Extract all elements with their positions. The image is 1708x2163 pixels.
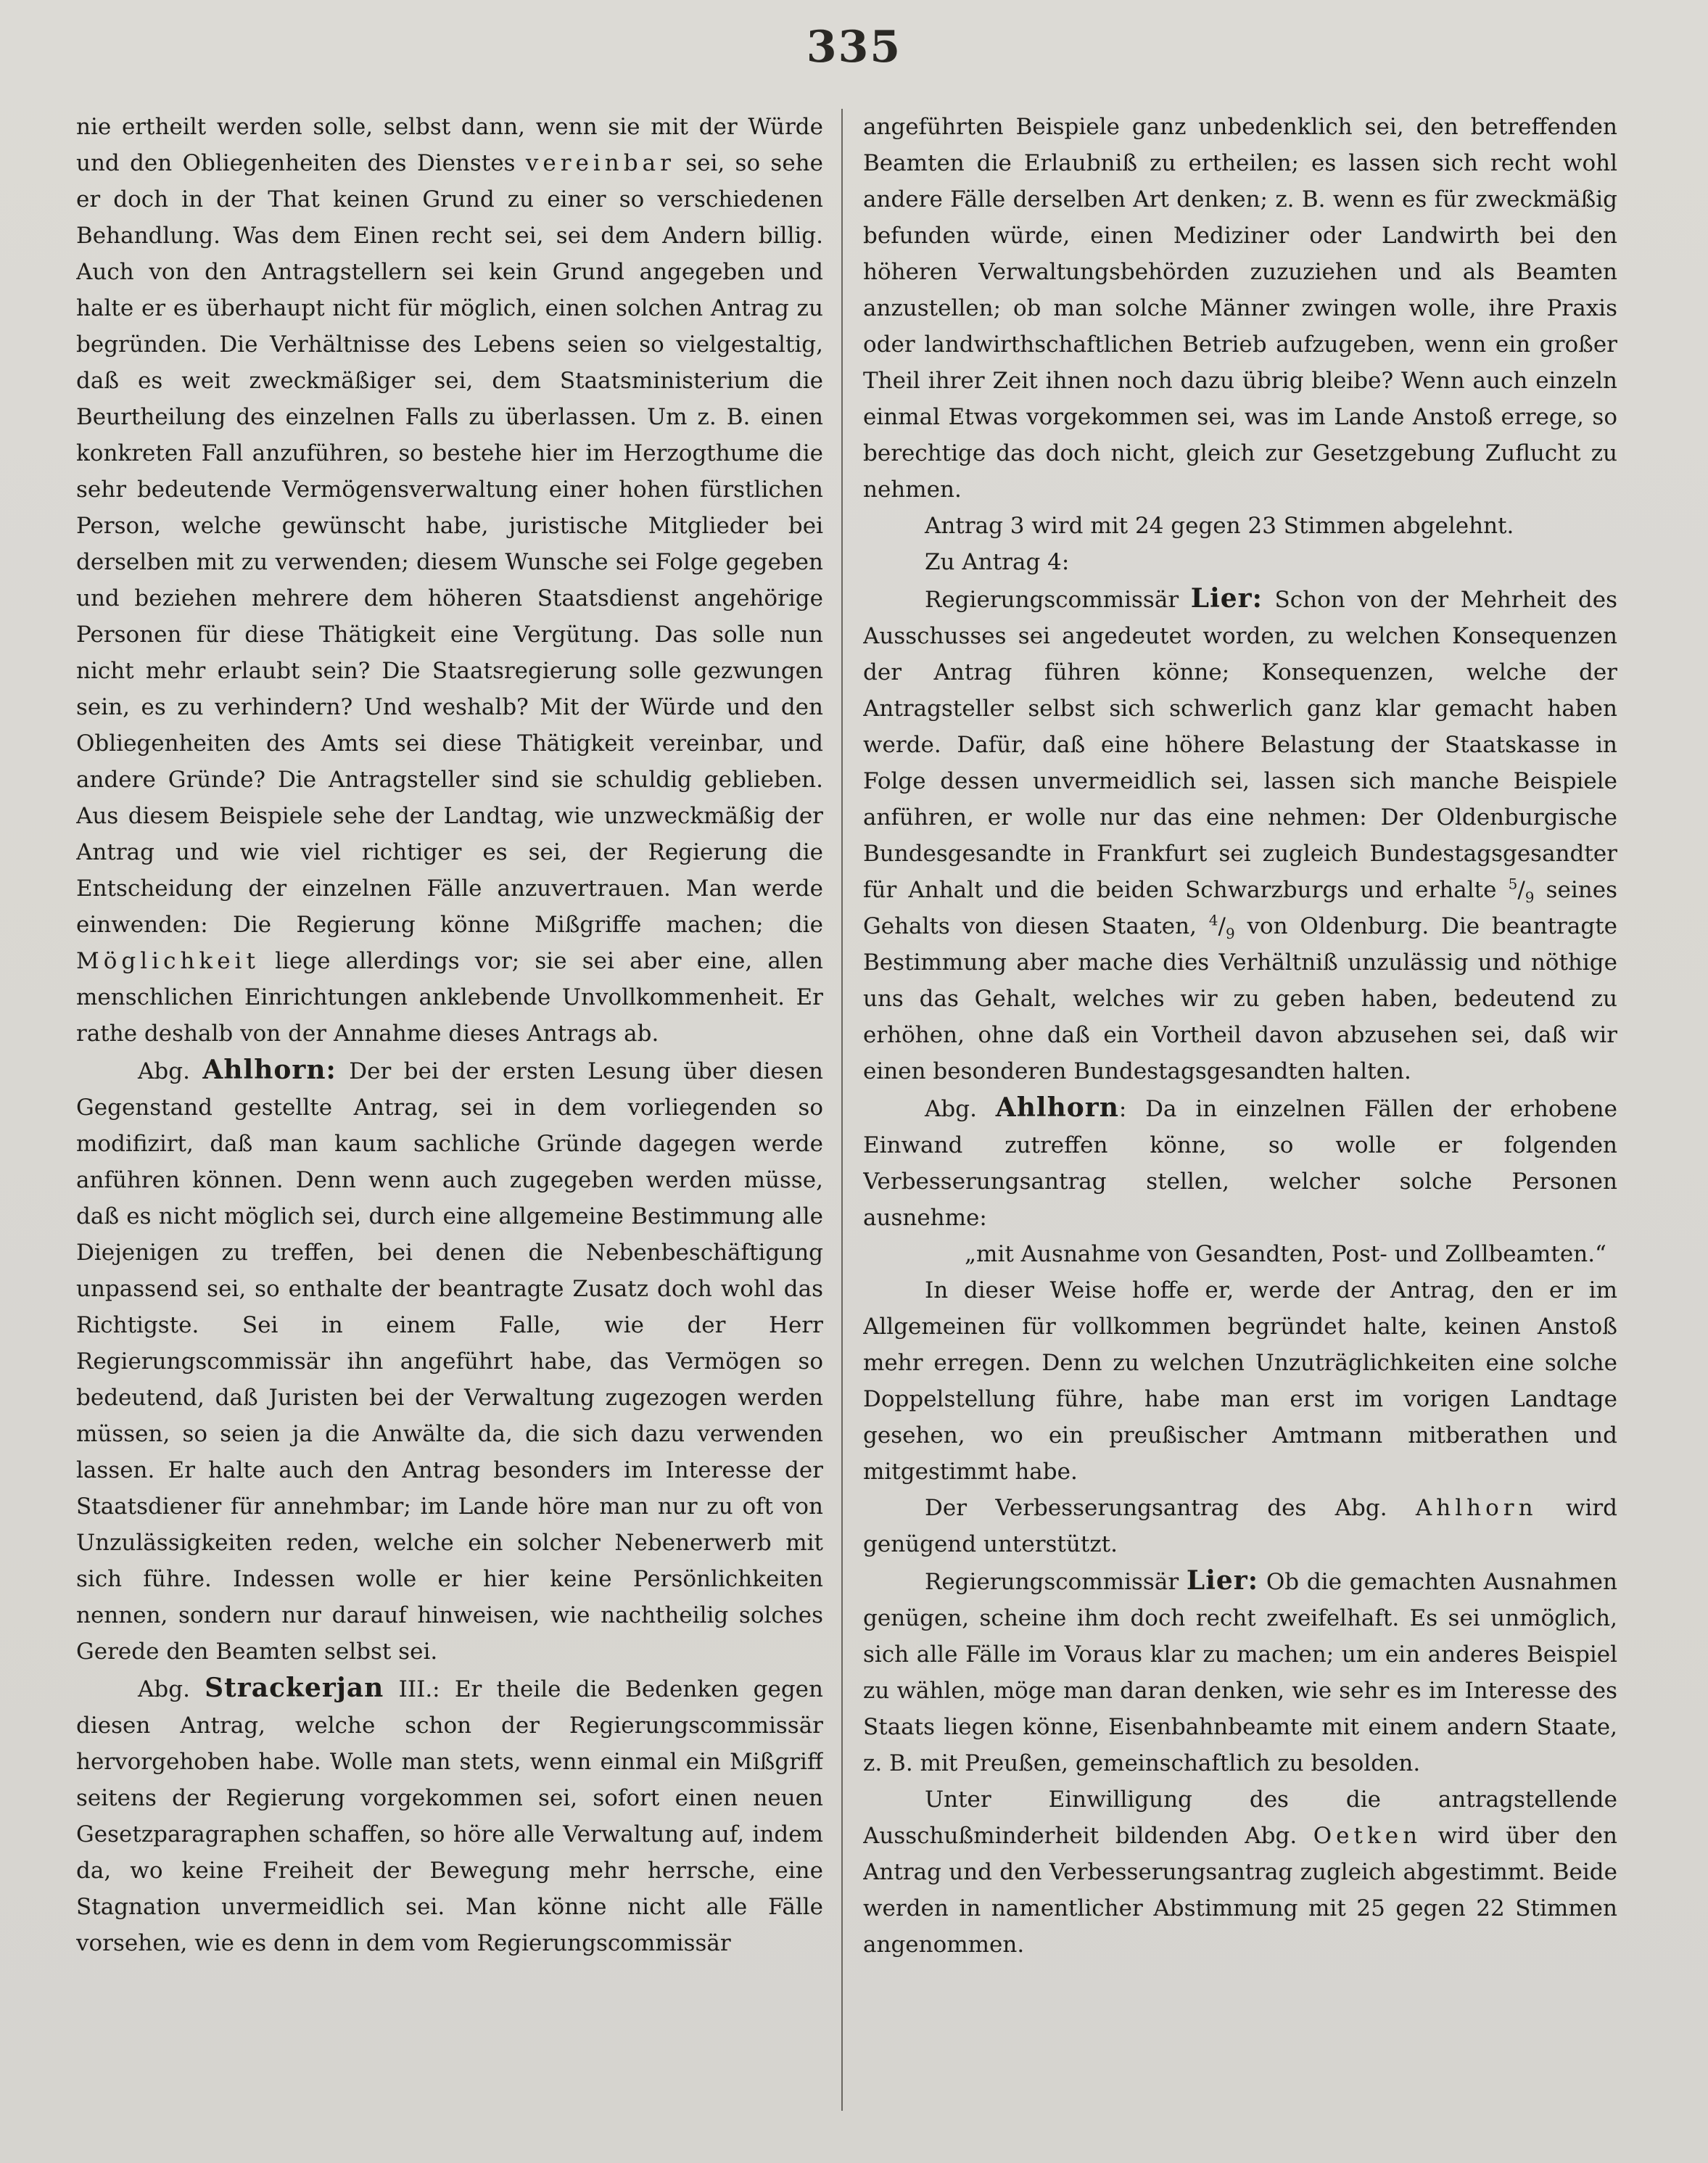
paragraph-lier: Regierungscommissär Lier: Schon von der Mehrheit des Ausschusses sei angedeutet worden, zu welchen Konsequenzen der Antrag führen könne; Konsequenzen, welche der Antragsteller selbst sich schwerlich ganz klar gemacht haben werde. Dafür, daß eine höhere Belastung der Staatskasse in Folge dessen unvermeidlich sei, lassen sich manche Beispiele anführen, er wolle nur das eine nehmen: Der Oldenburgische Bundesgesandte in Frankfurt sei zugleich Bundestagsgesandter für Anhalt und die beiden Schwarzburgs und erhalte $^5/_9$ seines Gehalts von diesen Staaten, $^4/_9$ von Oldenburg. Die beantragte Bestimmung aber mache dies Verhältniß unzulässig und nöthige uns das Gehalt, welches wir zu geben haben, bedeutend zu erhöhen, ohne daß ein Vortheil davon abzusehen sei, daß wir einen besonderen Bundestagsgesandten halten. xyxy=(863,583,1617,1084)
paragraph-support: Der Verbesserungsantrag des Abg. Ahlhorn wird genügend unterstützt. xyxy=(863,1495,1617,1557)
emphasis-vereinbar: vereinbar xyxy=(525,150,675,176)
speaker-name: Lier: xyxy=(1190,583,1263,614)
paragraph-continued: nie ertheilt werden solle, selbst dann, wenn sie mit der Würde und den Obliegenheiten des Dienstes vereinbar sei, so sehe er doch in der That keinen Grund zu einer so verschiedenen Behandlung. Was dem Einen recht sei, sei dem Andern billig. Auch von den Antragstellern sei kein Grund angegeben und halte er es überhaupt nicht für möglich, einen solchen Antrag zu begründen. Die Verhältnisse des Lebens seien so vielgestaltig, daß es weit zweckmäßiger sei, dem Staatsministerium die Beurtheilung des einzelnen Falls zu überlassen. Um z. B. einen konkreten Fall anzuführen, so bestehe hier im Herzogthume die sehr bedeutende Vermögensverwaltung einer hohen fürstlichen Person, welche gewünscht habe, juristische Mitglieder bei derselben mit zu verwenden; diesem Wunsche sei Folge gegeben und beziehen mehrere dem höheren Staatsdienst angehörige Personen für diese Thätigkeit eine Vergütung. Das solle nun nicht mehr erlaubt sein? Die Staatsregierung solle gezwungen sein, es zu verhindern? Und weshalb? Mit der Würde und den Obliegenheiten des Amts sei diese Thätigkeit vereinbar, und andere Gründe? Die Antragsteller sind sie schuldig geblieben. Aus diesem Beispiele sehe der Landtag, wie unzweckmäßig der Antrag und wie viel richtiger es sei, der Regierung die Entscheidung der einzelnen Fälle anzuvertrauen. Man werde einwenden: Die Regierung könne Mißgriffe machen; die Möglichkeit liege allerdings vor; sie sei aber eine, allen menschlichen Einrichtungen anklebende Unvollkommenheit. Er rathe deshalb von der Annahme dieses Antrags ab. xyxy=(76,114,823,1047)
right-column xyxy=(863,109,1617,2125)
speaker-name: Lier: xyxy=(1186,1565,1259,1596)
fraction-denominator: 9 xyxy=(1225,925,1235,943)
vote-result: Antrag 3 wird mit 24 gegen 23 Stimmen abgelehnt. xyxy=(925,513,1514,539)
emphasis-name: Oetken xyxy=(1313,1823,1422,1849)
column-divider xyxy=(841,109,843,2111)
paragraph-ahlhorn: Abg. Ahlhorn: Der bei der ersten Lesung über diesen Gegenstand gestellte Antrag, sei in dem vorliegenden so modifizirt, daß man kaum sachliche Gründe dagegen werde anführen können. Denn wenn auch zugegeben werden müsse, daß es nicht möglich sei, durch eine allgemeine Bestimmung alle Diejenigen zu treffen, bei denen die Nebenbeschäftigung unpassend sei, so enthalte der beantragte Zusatz doch wohl das Richtigste. Sei in einem Falle, wie der Herr Regierungscommissär ihn angeführt habe, das Vermögen so bedeutend, daß Juristen bei der Verwaltung zugezogen werden müssen, so seien ja die Anwälte da, die sich dazu verwenden lassen. Er halte auch den Antrag besonders im Interesse der Staatsdiener für annehmbar; im Lande höre man nur zu oft von Unzulässigkeiten reden, welche ein solcher Nebenerwerb mit sich führe. Indessen wolle er hier keine Persönlichkeiten nennen, sondern nur darauf hinweisen, wie nachtheilig solches Gerede den Beamten selbst sei. xyxy=(76,1055,823,1665)
section-heading: Zu Antrag 4: xyxy=(925,549,1070,575)
speaker-name: Strackerjan xyxy=(205,1673,384,1703)
speaker-name: Ahlhorn: xyxy=(202,1055,337,1085)
emphasis-name: Ahlhorn xyxy=(1415,1495,1538,1521)
fraction-numerator: 4 xyxy=(1208,911,1218,929)
fraction-denominator: 9 xyxy=(1525,889,1535,907)
page-number: 335 xyxy=(806,22,902,73)
speaker-name: Ahlhorn xyxy=(995,1092,1119,1123)
amendment-quote: „mit Ausnahme von Gesandten, Post- und Zollbeamten.“ xyxy=(965,1241,1606,1267)
paragraph-continuation: In dieser Weise hoffe er, werde der Antrag, den er im Allgemeinen für vollkommen begründet halte, keinen Anstoß mehr erregen. Denn zu welchen Unzuträglichkeiten eine solche Doppelstellung führe, habe man erst im vorigen Landtage gesehen, wo ein preußischer Amtmann mitberathen und mitgestimmt habe. xyxy=(863,1277,1617,1485)
emphasis-moeglichkeit: Möglichkeit xyxy=(76,948,260,974)
left-column xyxy=(76,109,823,2125)
paragraph-continued: angeführten Beispiele ganz unbedenklich sei, den betreffenden Beamten die Erlaubniß zu ertheilen; es lassen sich recht wohl andere Fälle derselben Art denken; z. B. wenn es für zweckmäßig befunden würde, einen Mediziner oder Landwirth bei den höheren Verwaltungsbehörden zuzuziehen und als Beamten anzustellen; ob man solche Männer zwingen wolle, ihre Praxis oder landwirthschaftlichen Betrieb aufzugeben, wenn ein großer Theil ihrer Zeit ihnen noch dazu übrig bleibe? Wenn auch einzeln einmal Etwas vorgekommen sei, was im Lande Anstoß errege, so berechtige das doch nicht, gleich zur Gesetzgebung Zuflucht zu nehmen. xyxy=(863,114,1617,503)
paragraph-lier: Regierungscommissär Lier: Ob die gemachten Ausnahmen genügen, scheine ihm doch recht zweifelhaft. Es sei unmöglich, sich alle Fälle im Voraus klar zu machen; um ein anderes Beispiel zu wählen, möge man daran denken, wie sehr es im Interesse des Staats liegen könne, Eisenbahnbeamte mit einem andern Staate, z. B. mit Preußen, gemeinschaftlich zu besolden. xyxy=(863,1565,1617,1776)
paragraph-final-vote: Unter Einwilligung des die antragstellende Ausschußminderheit bildenden Abg. Oetken wird über den Antrag und den Verbesserungsantrag zugleich abgestimmt. Beide werden in namentlicher Abstimmung mit 25 gegen 22 Stimmen angenommen. xyxy=(863,1787,1617,1958)
paragraph-ahlhorn: Abg. Ahlhorn: Da in einzelnen Fällen der erhobene Einwand zutreffen könne, so wolle er folgenden Verbesserungsantrag stellen, welcher solche Personen ausnehme: xyxy=(863,1092,1617,1231)
paragraph-strackerjan: Abg. Strackerjan III.: Er theile die Bedenken gegen diesen Antrag, welche schon der Regierungscommissär hervorgehoben habe. Wolle man stets, wenn einmal ein Mißgriff seitens der Regierung vorgekommen sei, sofort einen neuen Gesetzparagraphen schaffen, so höre alle Verwaltung auf, indem da, wo keine Freiheit der Bewegung mehr herrsche, eine Stagnation unvermeidlich sei. Man könne nicht alle Fälle vorsehen, wie es denn in dem vom Regierungscommissär xyxy=(76,1673,823,1956)
fraction-numerator: 5 xyxy=(1508,875,1518,893)
